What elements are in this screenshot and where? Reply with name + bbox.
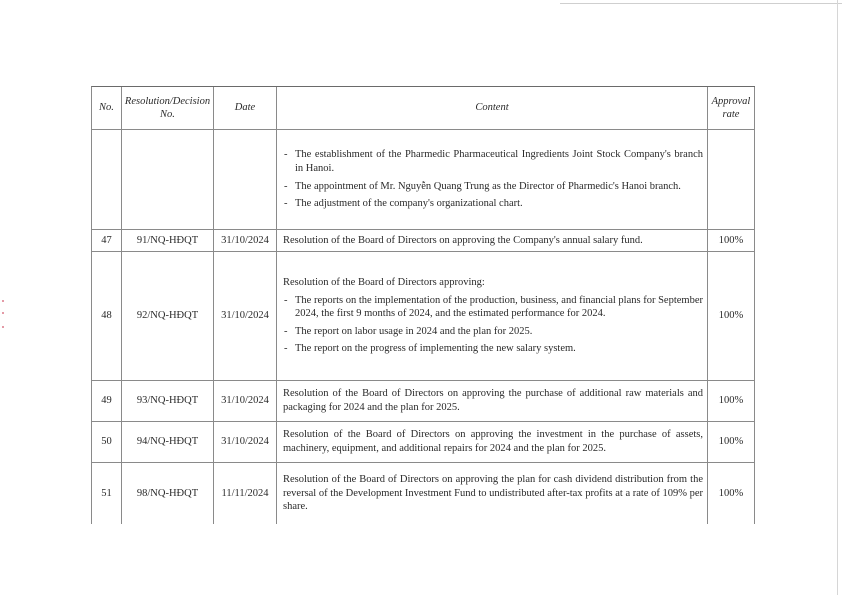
row-49-resolution: 93/NQ-HĐQT	[122, 381, 214, 422]
row-47-resolution: 91/NQ-HĐQT	[122, 230, 214, 252]
row-50-no: 50	[92, 422, 122, 463]
page-edge-top	[560, 3, 842, 4]
header-no: No.	[92, 87, 122, 130]
row-48-lead: Resolution of the Board of Directors approving:	[283, 276, 485, 288]
continuation-content	[277, 130, 708, 230]
header-approval-line1: Approval	[711, 95, 751, 107]
row-50-content	[277, 422, 708, 463]
header-resolution-line2: No.	[160, 109, 175, 120]
row-49-no: 49	[92, 381, 122, 422]
header-resolution	[122, 87, 214, 130]
page-edge-right	[837, 0, 838, 595]
row-49-date: 31/10/2024	[214, 381, 277, 422]
row-51-rate: 100%	[708, 463, 755, 524]
row-48-bullet: - The report on labor usage in 2024 and the plan for 2025.	[283, 325, 703, 339]
continuation-rate	[708, 130, 755, 230]
row-48-resolution: 92/NQ-HĐQT	[122, 252, 214, 381]
row-47-date: 31/10/2024	[214, 230, 277, 252]
header-approval-rate	[708, 87, 755, 130]
row-49-content	[277, 381, 708, 422]
row-48-no: 48	[92, 252, 122, 381]
row-48-date: 31/10/2024	[214, 252, 277, 381]
continuation-bullet: - The establishment of the Pharmedic Pharmaceutical Ingredients Joint Stock Company's branch in Hanoi.	[283, 148, 703, 175]
continuation-no	[92, 130, 122, 230]
row-47-content-text: Resolution of the Board of Directors on approving the Company's annual salary fund.	[283, 234, 643, 246]
row-47-content	[277, 230, 708, 252]
continuation-bullet: - The appointment of Mr. Nguyễn Quang Trung as the Director of Pharmedic's Hanoi branch.	[283, 180, 703, 194]
row-48-bullet: - The reports on the implementation of the production, business, and financial plans for September 2024, the first 9 months of 2024, and the estimated performance for 2024.	[283, 294, 703, 321]
row-51-date: 11/11/2024	[214, 463, 277, 524]
row-50-rate: 100%	[708, 422, 755, 463]
row-49-rate: 100%	[708, 381, 755, 422]
continuation-bullet: - The adjustment of the company's organizational chart.	[283, 197, 703, 211]
row-51-content-text: Resolution of the Board of Directors on approving the plan for cash dividend distribution from the reversal of the Development Investment Fund to undistributed after-tax profits at a rate of 109% per share.	[283, 474, 703, 513]
row-47-no: 47	[92, 230, 122, 252]
continuation-resolution	[122, 130, 214, 230]
continuation-date	[214, 130, 277, 230]
row-50-content-text: Resolution of the Board of Directors on approving the investment in the purchase of assets, machinery, equipment, and additional repairs for 2024 and the plan for 2025.	[283, 429, 703, 454]
row-51-content	[277, 463, 708, 524]
row-48-bullet: - The report on the progress of implementing the new salary system.	[283, 342, 703, 356]
row-47-rate: 100%	[708, 230, 755, 252]
row-50-date: 31/10/2024	[214, 422, 277, 463]
row-51-resolution: 98/NQ-HĐQT	[122, 463, 214, 524]
scan-artifact	[2, 300, 5, 330]
row-49-content-text: Resolution of the Board of Directors on approving the purchase of additional raw materials and packaging for 2024 and the plan for 2025.	[283, 388, 703, 413]
row-48-rate: 100%	[708, 252, 755, 381]
row-48-content	[277, 252, 708, 381]
header-approval-line2: rate	[722, 109, 740, 120]
header-resolution-line1: Resolution/Decision	[124, 95, 211, 107]
header-date: Date	[214, 87, 277, 130]
resolutions-table	[91, 86, 755, 524]
row-50-resolution: 94/NQ-HĐQT	[122, 422, 214, 463]
header-content: Content	[277, 87, 708, 130]
row-51-no: 51	[92, 463, 122, 524]
